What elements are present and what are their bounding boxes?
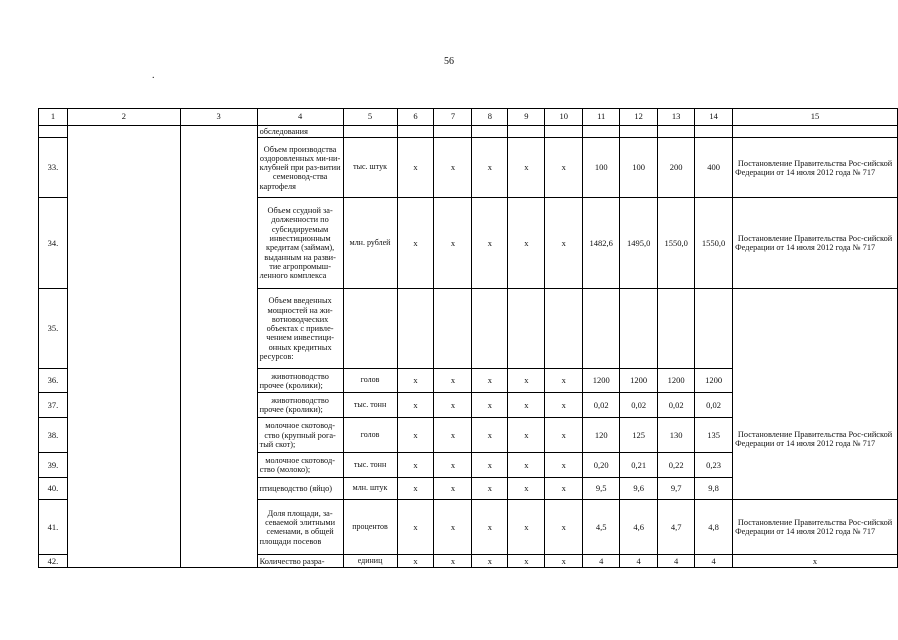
header-cell: 12: [620, 109, 658, 126]
value-cell: 1482,6: [583, 198, 620, 289]
value-cell: х: [472, 418, 508, 453]
unit-cell: голов: [343, 418, 397, 453]
header-row: [39, 109, 898, 126]
indicator-name: молочное скотовод-ство (молоко);: [257, 453, 343, 478]
row-number: 37.: [39, 393, 68, 418]
value-cell: х: [508, 555, 545, 568]
value-cell: [620, 289, 658, 369]
value-cell: [508, 289, 545, 369]
header-cell: 5: [343, 109, 397, 126]
value-cell: х: [434, 478, 472, 500]
value-cell: 120: [583, 418, 620, 453]
value-cell: х: [397, 369, 434, 393]
header-cell: 9: [508, 109, 545, 126]
value-cell: х: [434, 453, 472, 478]
header-cell: 3: [180, 109, 257, 126]
value-cell: х: [472, 198, 508, 289]
unit-cell: процентов: [343, 500, 397, 555]
value-cell: [658, 126, 695, 138]
row-number: 42.: [39, 555, 68, 568]
value-cell: 9,5: [583, 478, 620, 500]
value-cell: х: [434, 500, 472, 555]
row-number: 36.: [39, 369, 68, 393]
value-cell: [434, 126, 472, 138]
value-cell: 1200: [583, 369, 620, 393]
value-cell: [695, 289, 733, 369]
table-row: [39, 126, 898, 138]
unit-cell: единиц: [343, 555, 397, 568]
unit-cell: тыс. штук: [343, 138, 397, 198]
value-cell: х: [434, 393, 472, 418]
value-cell: [397, 289, 434, 369]
value-cell: 0,02: [695, 393, 733, 418]
value-cell: [583, 289, 620, 369]
unit-cell: [343, 126, 397, 138]
value-cell: 1550,0: [695, 198, 733, 289]
indicator-name: обследования: [257, 126, 343, 138]
value-cell: [472, 289, 508, 369]
value-cell: х: [508, 198, 545, 289]
value-cell: х: [508, 453, 545, 478]
value-cell: 4: [695, 555, 733, 568]
value-cell: 4,7: [658, 500, 695, 555]
source-cell: х: [733, 555, 898, 568]
value-cell: х: [397, 138, 434, 198]
value-cell: [545, 126, 583, 138]
value-cell: х: [397, 198, 434, 289]
value-cell: х: [434, 138, 472, 198]
unit-cell: млн. штук: [343, 478, 397, 500]
indicator-name: птицеводство (яйцо): [257, 478, 343, 500]
value-cell: 9,8: [695, 478, 733, 500]
value-cell: 1550,0: [658, 198, 695, 289]
unit-cell: голов: [343, 369, 397, 393]
row-number: 38.: [39, 418, 68, 453]
header-cell: 11: [583, 109, 620, 126]
row-number: 41.: [39, 500, 68, 555]
value-cell: х: [545, 453, 583, 478]
value-cell: 125: [620, 418, 658, 453]
value-cell: [472, 126, 508, 138]
stray-mark: .: [152, 70, 155, 81]
value-cell: х: [472, 393, 508, 418]
header-cell: 2: [67, 109, 180, 126]
value-cell: 0,02: [620, 393, 658, 418]
unit-cell: тыс. тонн: [343, 453, 397, 478]
row-number: [39, 126, 68, 138]
value-cell: [620, 126, 658, 138]
value-cell: х: [545, 478, 583, 500]
header-cell: 6: [397, 109, 434, 126]
value-cell: 1200: [658, 369, 695, 393]
value-cell: х: [472, 138, 508, 198]
column-3-cell: [180, 126, 257, 568]
indicator-name: Доля площади, за-севаемой элитными семенами, в общей площади посевов: [257, 500, 343, 555]
value-cell: х: [434, 555, 472, 568]
header-cell: 1: [39, 109, 68, 126]
value-cell: [434, 289, 472, 369]
source-cell: Постановление Правительства Рос-сийской Федерации от 14 июля 2012 года № 717: [733, 289, 898, 500]
value-cell: х: [434, 369, 472, 393]
value-cell: х: [508, 500, 545, 555]
value-cell: 1200: [695, 369, 733, 393]
value-cell: 100: [620, 138, 658, 198]
row-number: 33.: [39, 138, 68, 198]
value-cell: х: [397, 453, 434, 478]
value-cell: [545, 289, 583, 369]
header-cell: 10: [545, 109, 583, 126]
value-cell: 130: [658, 418, 695, 453]
value-cell: х: [545, 138, 583, 198]
indicators-table: [38, 108, 898, 568]
value-cell: х: [545, 198, 583, 289]
value-cell: х: [397, 393, 434, 418]
value-cell: 4,6: [620, 500, 658, 555]
value-cell: 0,23: [695, 453, 733, 478]
value-cell: 4: [620, 555, 658, 568]
row-number: 34.: [39, 198, 68, 289]
indicator-name: молочное скотовод-ство (крупный рога-тый скот);: [257, 418, 343, 453]
value-cell: х: [508, 393, 545, 418]
value-cell: х: [545, 393, 583, 418]
value-cell: х: [472, 369, 508, 393]
value-cell: 1200: [620, 369, 658, 393]
value-cell: х: [472, 500, 508, 555]
value-cell: 100: [583, 138, 620, 198]
indicator-name: животноводство прочее (кролики);: [257, 393, 343, 418]
indicator-name: животноводство прочее (кролики);: [257, 369, 343, 393]
unit-cell: млн. рублей: [343, 198, 397, 289]
value-cell: 135: [695, 418, 733, 453]
unit-cell: [343, 289, 397, 369]
column-2-cell: [67, 126, 180, 568]
row-number: 40.: [39, 478, 68, 500]
value-cell: 4: [658, 555, 695, 568]
indicator-name: Количество разра-: [257, 555, 343, 568]
value-cell: [583, 126, 620, 138]
value-cell: х: [472, 478, 508, 500]
value-cell: 4,8: [695, 500, 733, 555]
value-cell: х: [434, 198, 472, 289]
value-cell: х: [472, 555, 508, 568]
value-cell: х: [545, 369, 583, 393]
value-cell: х: [508, 478, 545, 500]
value-cell: х: [508, 369, 545, 393]
row-number: 39.: [39, 453, 68, 478]
value-cell: х: [397, 478, 434, 500]
value-cell: х: [545, 555, 583, 568]
value-cell: х: [508, 138, 545, 198]
indicator-name: Объем производства оздоровленных ми-ни-клубней при раз-витии семеновод-ства картофеля: [257, 138, 343, 198]
header-cell: 8: [472, 109, 508, 126]
unit-cell: тыс. тонн: [343, 393, 397, 418]
source-cell: Постановление Правительства Рос-сийской Федерации от 14 июля 2012 года № 717: [733, 138, 898, 198]
value-cell: 0,20: [583, 453, 620, 478]
value-cell: 9,6: [620, 478, 658, 500]
value-cell: х: [434, 418, 472, 453]
indicator-name: Объем ссудной за-долженности по субсидируемым инвестиционным кредитам (займам), выданным на разви-тие агропромыш-ленного комплекса: [257, 198, 343, 289]
value-cell: х: [545, 500, 583, 555]
header-cell: 7: [434, 109, 472, 126]
value-cell: х: [397, 555, 434, 568]
row-number: 35.: [39, 289, 68, 369]
value-cell: 0,21: [620, 453, 658, 478]
value-cell: 4: [583, 555, 620, 568]
value-cell: х: [397, 418, 434, 453]
page-number: 56: [444, 56, 454, 67]
value-cell: 1495,0: [620, 198, 658, 289]
value-cell: 0,02: [583, 393, 620, 418]
value-cell: 4,5: [583, 500, 620, 555]
value-cell: х: [472, 453, 508, 478]
header-cell: 14: [695, 109, 733, 126]
header-cell: 15: [733, 109, 898, 126]
value-cell: 0,02: [658, 393, 695, 418]
value-cell: 400: [695, 138, 733, 198]
value-cell: 9,7: [658, 478, 695, 500]
value-cell: [658, 289, 695, 369]
value-cell: 0,22: [658, 453, 695, 478]
value-cell: х: [397, 500, 434, 555]
indicator-name: Объем введенных мощностей на жи-вотноводческих объектах с привле-чением инвестици-онных кредитных ресурсов:: [257, 289, 343, 369]
value-cell: х: [545, 418, 583, 453]
header-cell: 4: [257, 109, 343, 126]
header-cell: 13: [658, 109, 695, 126]
value-cell: [397, 126, 434, 138]
value-cell: [508, 126, 545, 138]
value-cell: [695, 126, 733, 138]
value-cell: 200: [658, 138, 695, 198]
source-cell: Постановление Правительства Рос-сийской Федерации от 14 июля 2012 года № 717: [733, 198, 898, 289]
source-cell: Постановление Правительства Рос-сийской Федерации от 14 июля 2012 года № 717: [733, 500, 898, 555]
source-cell: [733, 126, 898, 138]
value-cell: х: [508, 418, 545, 453]
